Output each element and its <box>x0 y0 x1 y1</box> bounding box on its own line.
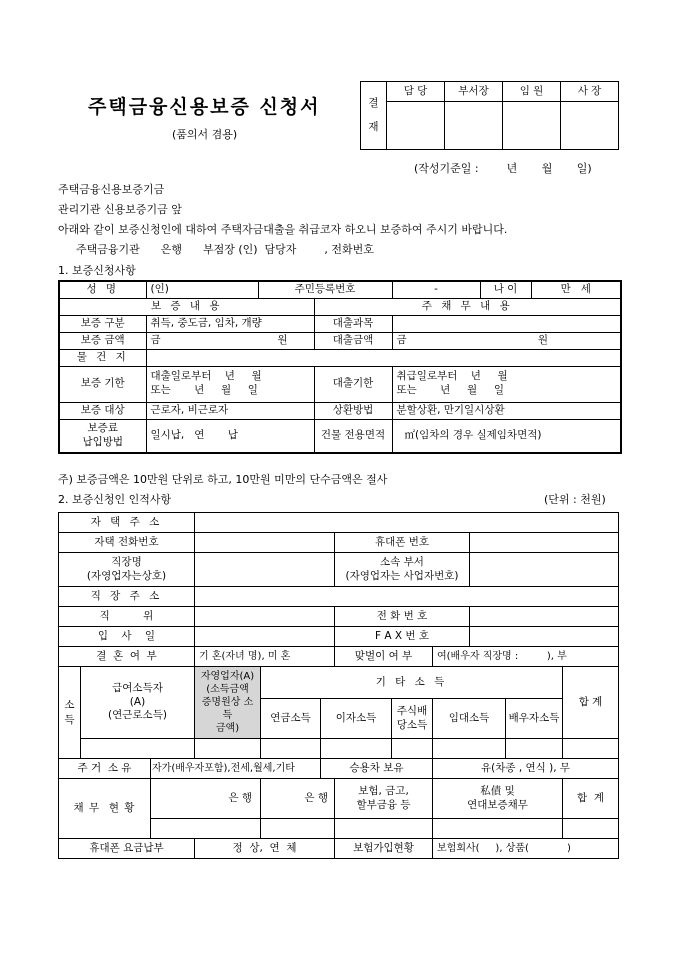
salary-income-field[interactable] <box>81 739 195 759</box>
dual-income-label: 맞벌이 여 부 <box>335 647 433 667</box>
self-employed-income-header: 자영업자(A) (소득금액 증명원상 소득 금액) <box>195 667 261 739</box>
approval-sign-president[interactable] <box>561 102 619 150</box>
workplace-field[interactable] <box>195 553 335 587</box>
approval-table <box>360 81 619 150</box>
guarantee-period-label: 보증 기한 <box>59 366 146 402</box>
guarantee-request-table <box>58 280 622 454</box>
repayment-field[interactable]: 분할상환, 만기일시상환 <box>392 402 621 419</box>
guarantee-type-field[interactable]: 취득, 중도금, 임차, 개량 <box>146 315 314 332</box>
property-field[interactable] <box>146 349 621 366</box>
pension-income-header: 연금소득 <box>261 699 321 739</box>
dividend-income-field[interactable] <box>392 739 433 759</box>
home-phone-label: 자택 전화번호 <box>59 533 195 553</box>
amount-note: 주) 보증금액은 10만원 단위로 하고, 10만원 미만의 단수금액은 절사 <box>58 473 388 486</box>
form-title: 주택금융신용보증 신청서 <box>88 96 321 118</box>
mobile-label: 휴대폰 번호 <box>335 533 470 553</box>
pension-income-field[interactable] <box>261 739 321 759</box>
approval-col-officer: 임 원 <box>503 82 561 102</box>
loan-amount-field[interactable]: 금 원 <box>392 332 621 349</box>
interest-income-header: 이자소득 <box>321 699 392 739</box>
age-field[interactable]: 만 세 <box>531 281 621 298</box>
income-total-field[interactable] <box>563 739 619 759</box>
rrn-label: 주민등록번호 <box>258 281 392 298</box>
marriage-label: 결 혼 여 부 <box>59 647 195 667</box>
bank2-header: 은 행 <box>261 779 335 819</box>
property-label: 물 건 지 <box>59 349 146 366</box>
loan-period-label: 대출기한 <box>314 366 392 402</box>
approval-label: 결 재 <box>361 82 387 150</box>
join-date-field[interactable] <box>195 627 335 647</box>
applicant-info-table <box>58 512 619 859</box>
dividend-income-header: 주식배당소득 <box>392 699 433 739</box>
salary-income-header: 급여소득자 (A) (연근로소득) <box>81 667 195 739</box>
intro-request: 아래와 같이 보증신청인에 대하여 주택자금대출을 취급코자 하오니 보증하여 주시기 바랍니다. <box>58 223 508 236</box>
building-area-field[interactable]: ㎡(임차의 경우 실제임차면적) <box>392 419 621 453</box>
loan-period-field[interactable]: 취급일로부터 년 월 또는 년 월 일 <box>392 366 621 402</box>
private-debt-field[interactable] <box>433 819 563 839</box>
debt-status-label: 채 무 현 황 <box>59 779 151 839</box>
approval-sign-officer[interactable] <box>503 102 561 150</box>
spouse-income-header: 배우자소득 <box>506 699 563 739</box>
intro-bank-line: 주택금융기관 은행 부점장 (인) 담당자 , 전화번호 <box>76 243 374 256</box>
loan-amount-label: 대출금액 <box>314 332 392 349</box>
insurance-debt-header: 보험, 금고, 할부금융 등 <box>335 779 433 819</box>
age-label: 나 이 <box>480 281 531 298</box>
private-debt-header: 私債 및 연대보증채무 <box>433 779 563 819</box>
phone-label: 전 화 번 호 <box>335 607 470 627</box>
insurance-status-field[interactable]: 보험회사( ), 상품( ) <box>433 839 619 859</box>
department-label: 소속 부서 (자영업자는 사업자번호) <box>335 553 470 587</box>
debt-content-header: 주 채 무 내 용 <box>314 298 621 315</box>
work-address-field[interactable] <box>195 587 619 607</box>
approval-sign-staff[interactable] <box>387 102 445 150</box>
approval-col-staff: 담 당 <box>387 82 445 102</box>
bank2-field[interactable] <box>261 819 335 839</box>
work-address-label: 직 장 주 소 <box>59 587 195 607</box>
interest-income-field[interactable] <box>321 739 392 759</box>
rrn-field[interactable]: - <box>392 281 480 298</box>
marriage-field[interactable]: 기 혼(자녀 명), 미 혼 <box>195 647 335 667</box>
debt-total-header: 합 계 <box>563 779 619 819</box>
approval-col-president: 사 장 <box>561 82 619 102</box>
workplace-label: 직장명 (자영업자는상호) <box>59 553 195 587</box>
approval-col-manager: 부서장 <box>445 82 503 102</box>
intro-agency: 관리기관 신용보증기금 앞 <box>58 203 182 216</box>
other-income-header: 기 타 소 득 <box>261 667 563 699</box>
housing-label: 주 거 소 유 <box>59 759 151 779</box>
section1-heading: 1. 보증신청사항 <box>58 264 136 277</box>
debt-total-field[interactable] <box>563 819 619 839</box>
unit-label: (단위 : 천원) <box>544 493 606 506</box>
fax-field[interactable] <box>470 627 619 647</box>
guarantee-target-field[interactable]: 근로자, 비근로자 <box>146 402 314 419</box>
guarantee-type-label: 보증 구분 <box>59 315 146 332</box>
fee-method-field[interactable]: 일시납, 연 납 <box>146 419 314 453</box>
loan-subject-field[interactable] <box>392 315 621 332</box>
loan-subject-label: 대출과목 <box>314 315 392 332</box>
intro-fund: 주택금융신용보증기금 <box>58 183 165 196</box>
guarantee-amount-field[interactable]: 금 원 <box>146 332 314 349</box>
position-label: 직 위 <box>59 607 195 627</box>
fee-method-label: 보증료 납입방법 <box>59 419 146 453</box>
form-subtitle: (품의서 겸용) <box>172 128 238 141</box>
dual-income-field[interactable]: 여(배우자 직장명 : ), 부 <box>433 647 619 667</box>
bank1-header: 은 행 <box>151 779 261 819</box>
spouse-income-field[interactable] <box>506 739 563 759</box>
name-label: 성 명 <box>59 281 146 298</box>
insurance-debt-field[interactable] <box>335 819 433 839</box>
join-date-label: 입 사 일 <box>59 627 195 647</box>
repayment-label: 상환방법 <box>314 402 392 419</box>
position-field[interactable] <box>195 607 335 627</box>
department-field[interactable] <box>470 553 619 587</box>
income-total-header: 합 계 <box>563 667 619 739</box>
rental-income-field[interactable] <box>433 739 506 759</box>
phone-bill-field[interactable]: 정 상, 연 체 <box>195 839 335 859</box>
fax-label: F A X 번 호 <box>335 627 470 647</box>
home-address-label: 자 택 주 소 <box>59 513 195 533</box>
income-label: 소득 <box>59 667 81 759</box>
approval-sign-manager[interactable] <box>445 102 503 150</box>
guarantee-amount-label: 보증 금액 <box>59 332 146 349</box>
guarantee-content-header: 보 증 내 용 <box>59 298 314 315</box>
insurance-status-label: 보험가입현황 <box>335 839 433 859</box>
home-address-field[interactable] <box>195 513 619 533</box>
guarantee-target-label: 보증 대상 <box>59 402 146 419</box>
mobile-field[interactable] <box>470 533 619 553</box>
housing-field[interactable]: 자가(배우자포함),전세,월세,기타 <box>151 759 321 779</box>
building-area-label: 건물 전용면적 <box>314 419 392 453</box>
name-field[interactable]: (인) <box>146 281 258 298</box>
section2-heading: 2. 보증신청인 인적사항 <box>58 493 172 506</box>
car-field[interactable]: 유(차종 , 연식 ), 무 <box>433 759 619 779</box>
bank1-field[interactable] <box>151 819 261 839</box>
car-label: 승용차 보유 <box>321 759 433 779</box>
home-phone-field[interactable] <box>195 533 335 553</box>
phone-bill-label: 휴대폰 요금납부 <box>59 839 195 859</box>
date-line: (작성기준일 : 년 월 일) <box>414 162 592 175</box>
phone-field[interactable] <box>470 607 619 627</box>
rental-income-header: 임대소득 <box>433 699 506 739</box>
guarantee-period-field[interactable]: 대출일로부터 년 월 또는 년 월 일 <box>146 366 314 402</box>
self-employed-income-field[interactable] <box>195 739 261 759</box>
